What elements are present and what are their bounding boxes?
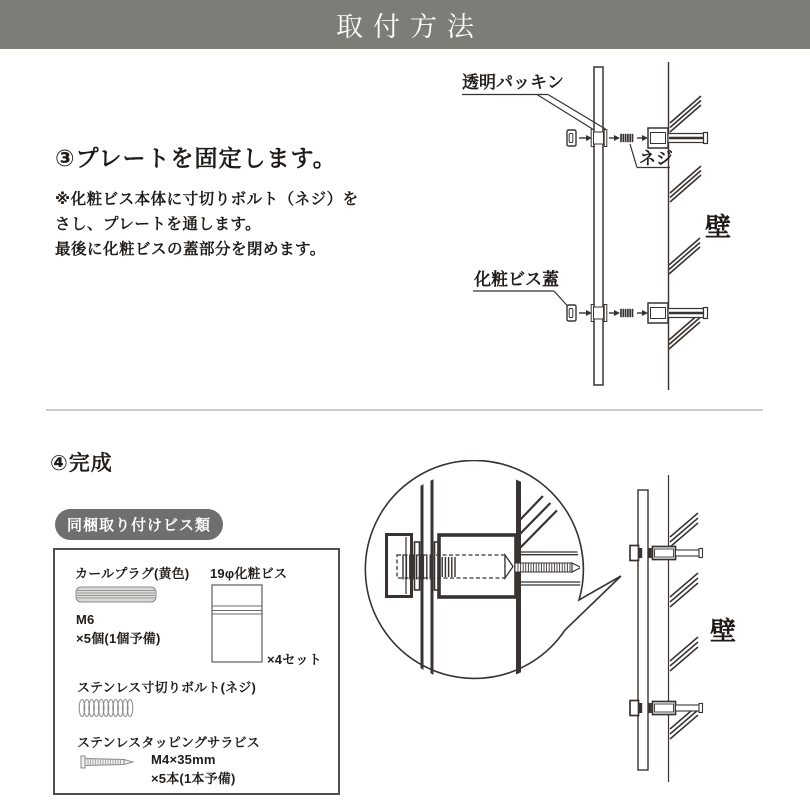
- part-bolt-name: ステンレス寸切りボルト(ネジ): [77, 680, 257, 695]
- cross-section-magnifier: [355, 460, 635, 695]
- step3-body-line3: 最後に化粧ビスの蓋部分を閉めます。: [55, 241, 326, 258]
- step4-title: ④完成: [50, 452, 113, 475]
- assembly-row-bottom: [567, 303, 708, 323]
- label-wall-bottom: 壁: [710, 616, 737, 646]
- wall-line-2: [669, 475, 699, 782]
- header-bar: [0, 0, 810, 49]
- plug-drawing: [75, 586, 157, 603]
- page-title: 取付方法: [336, 12, 484, 42]
- step3-title: ③プレートを固定します。: [55, 145, 337, 171]
- wall-line: [669, 62, 702, 390]
- bis-drawing: [211, 584, 264, 664]
- step3-body-line2: さし、プレートを通します。: [55, 216, 262, 233]
- part-plug-qty: ×5個(1個予備): [76, 631, 161, 646]
- step3-body-line1: ※化粧ビス本体に寸切りボルト（ネジ）を: [55, 191, 359, 208]
- part-bis-qty: ×4セット: [267, 652, 322, 667]
- part-plug-size: M6: [76, 612, 95, 627]
- part-plug-name: カールプラグ(黄色): [75, 566, 190, 581]
- section-divider: [46, 409, 763, 411]
- step3-body: [55, 187, 359, 262]
- part-tapping-qty: ×5本(1本予備): [151, 771, 236, 786]
- step3-exploded-diagram: [440, 55, 790, 405]
- label-bis-cap: 化粧ビス蓋: [474, 270, 559, 289]
- assembly-row-top: [567, 128, 708, 148]
- part-tapping-size: M4×35mm: [151, 752, 216, 767]
- tapping-screw-drawing: [80, 754, 138, 770]
- label-wall-top: 壁: [705, 212, 732, 242]
- completed-view-diagram: [620, 460, 805, 805]
- plate-shape: [594, 67, 603, 385]
- included-parts-badge: 同梱取り付けビス類: [55, 509, 223, 540]
- part-tapping-name: ステンレスタッピングサラビス: [77, 735, 260, 750]
- label-screw: ネジ: [639, 149, 673, 168]
- plate-shape-2: [638, 490, 648, 770]
- bolt-drawing: [77, 697, 137, 719]
- part-bis-name: 19φ化粧ビス: [210, 566, 288, 581]
- label-transparent-packing: 透明パッキン: [462, 73, 564, 92]
